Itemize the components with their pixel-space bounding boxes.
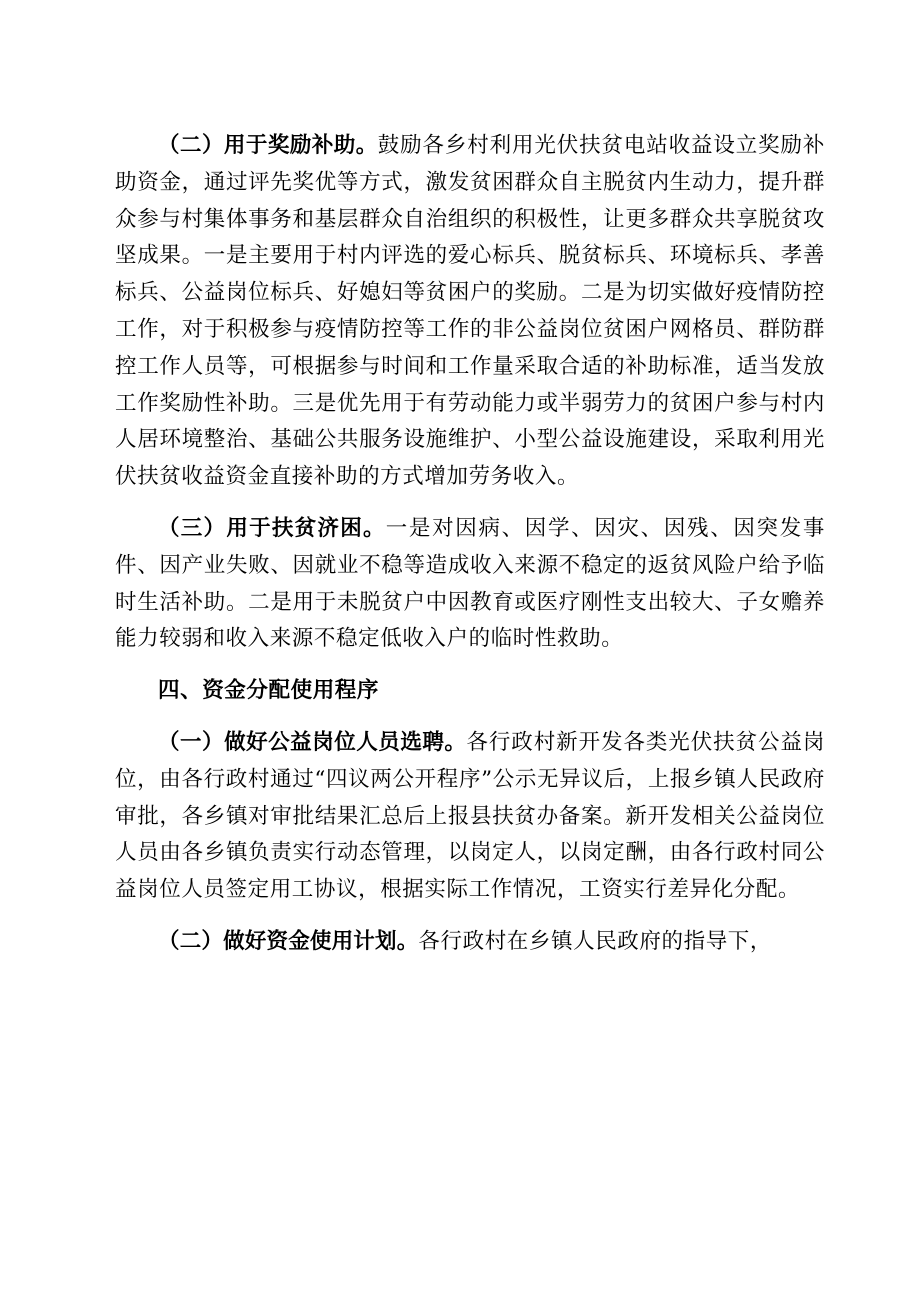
paragraph-lead-welfare-post-recruitment: （一）做好公益岗位人员选聘。 <box>158 729 467 755</box>
paragraph-lead-fund-use-plan: （二）做好资金使用计划。 <box>158 928 419 954</box>
paragraph-body-fund-use-plan: 各行政村在乡镇人民政府的指导下， <box>418 928 773 954</box>
paragraph-poverty-relief <box>115 511 825 658</box>
document-page <box>115 128 825 961</box>
paragraph-reward-subsidy <box>115 128 825 496</box>
paragraph-body-welfare-post-recruitment: 各行政村新开发各类光伏扶贫公益岗位，由各行政村通过“四议两公开程序”公示无异议后，上报乡镇人民政府审批，各乡镇对审批结果汇总后上报县扶贫办备案。新开发相关公益岗位人员由各乡镇负责实行动态管理，以岗定人，以岗定酬，由各行政村同公益岗位人员签定用工协议，根据实际工作情况，工资实行差异化分配。 <box>115 729 825 903</box>
section-heading-fund-procedure: 四、资金分配使用程序 <box>158 678 380 704</box>
paragraph-welfare-post-recruitment <box>115 725 825 909</box>
paragraph-lead-poverty-relief: （三）用于扶贫济困。 <box>158 515 386 541</box>
paragraph-lead-reward-subsidy: （二）用于奖励补助。 <box>158 133 378 158</box>
paragraph-body-poverty-relief: 一是对因病、因学、因灾、因残、因突发事件、因产业失败、因就业不稳等造成收入来源不稳定的返贫风险户给予临时生活补助。二是用于未脱贫户中因教育或医疗刚性支出较大、子女赡养能力较弱和收入来源不稳定低收入户的临时性救助。 <box>115 515 825 652</box>
paragraph-fund-use-plan <box>115 924 825 961</box>
paragraph-body-reward-subsidy: 鼓励各乡村利用光伏扶贫电站收益设立奖励补助资金，通过评先奖优等方式，激发贫困群众自主脱贫内生动力，提升群众参与村集体事务和基层群众自治组织的积极性，让更多群众共享脱贫攻坚成果。一是主要用于村内评选的爱心标兵、脱贫标兵、环境标兵、孝善标兵、公益岗位标兵、好媳妇等贫困户的奖励。二是为切实做好疫情防控工作，对于积极参与疫情防控等工作的非公益岗位贫困户网格员、群防群控工作人员等，可根据参与时间和工作量采取合适的补助标准，适当发放工作奖励性补助。三是优先用于有劳动能力或半弱劳力的贫困户参与村内人居环境整治、基础公共服务设施维护、小型公益设施建设，采取利用光伏扶贫收益资金直接补助的方式增加劳务收入。 <box>115 133 825 490</box>
